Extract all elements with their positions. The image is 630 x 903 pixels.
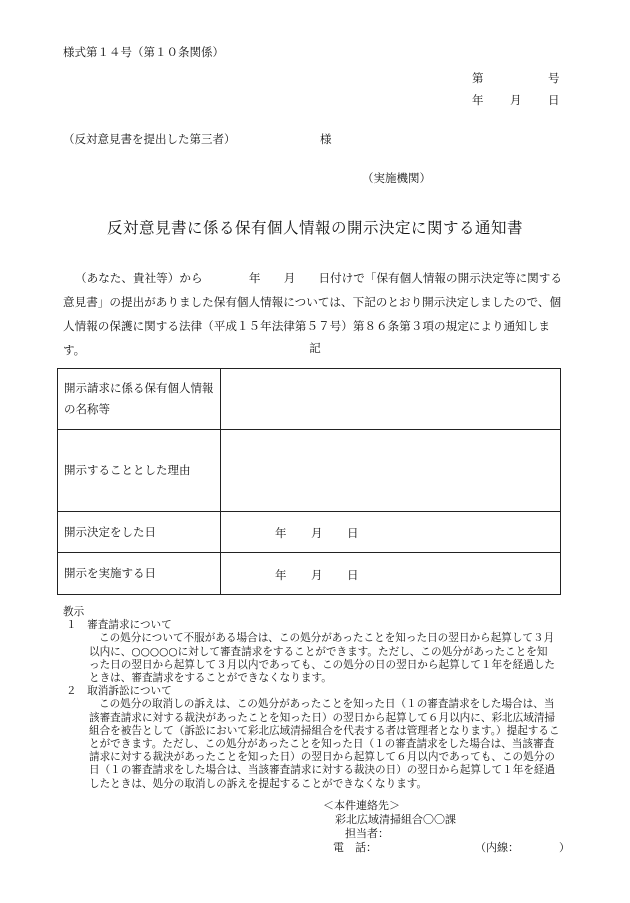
note-line: とができます。ただし、この処分があったことを知った日（１の審査請求をした場合は、当該審査: [89, 738, 555, 751]
day-label: 日: [347, 567, 359, 582]
contact-org: 彩北広域清掃組合〇〇課: [335, 813, 456, 826]
table-row: [58, 430, 561, 512]
contact-phone-row: [333, 841, 570, 855]
document-title: 反対意見書に係る保有個人情報の開示決定に関する通知書: [106, 219, 523, 237]
note-line: 該審査請求に対する裁決があったことを知った日）の翌日から起算して６月以内に、彩北広域清掃: [89, 711, 556, 724]
label-line: の名称等: [64, 402, 110, 416]
info-name-value[interactable]: [221, 369, 561, 430]
year-label: 年: [275, 526, 287, 540]
ki-heading: 記: [309, 341, 321, 355]
issuer: （実施機関）: [362, 171, 431, 185]
note-line: ときは、審査請求をすることができなくなります。: [89, 672, 332, 685]
month-label: 月: [311, 526, 323, 540]
contact-extension-close: ）: [559, 841, 570, 854]
note-line: この処分について不服がある場合は、この処分があったことを知った日の翌日から起算して３月: [99, 632, 555, 645]
day-label: 日: [347, 526, 359, 540]
date-month-label: 月: [510, 93, 522, 107]
note-line: この処分の取消しの訴えは、この処分があったことを知った日（１の審査請求をした場合は、当: [99, 698, 555, 711]
implementation-date-value[interactable]: [221, 553, 561, 595]
reason-value[interactable]: [221, 430, 561, 512]
date-day-label: 日: [548, 93, 560, 107]
contact-heading: ＜本件連絡先＞: [323, 799, 400, 812]
table-row: [58, 553, 561, 595]
label-line: 開示請求に係る保有個人情報: [64, 381, 214, 395]
item2-title: ２ 取消訴訟について: [66, 685, 172, 698]
note-line: 組合を被告として（訴訟において彩北広域清掃組合を代表する者は管理者となります。）提起するこ: [89, 724, 560, 737]
date-year-label: 年: [472, 93, 484, 107]
info-name-label: [58, 369, 221, 430]
contact-extension-open: （内線：: [475, 841, 519, 854]
month-label: 月: [311, 567, 323, 582]
doc-number-suffix: 号: [548, 71, 560, 85]
note-line: 請求に対する裁決があったことを知った日）の翌日から起算して６月以内であっても、この処分の: [89, 751, 555, 764]
table-row: [58, 369, 561, 430]
note-line: 日（１の審査請求をした場合は、当該審査請求に対する裁決の日）の翌日から起算して１年を経過: [89, 764, 556, 777]
reason-label: 開示することとした理由: [58, 430, 221, 512]
form-number: 様式第１４号（第１０条関係）: [63, 45, 224, 59]
contact-phone-label: 電 話：: [333, 841, 377, 854]
body-line: （あなた、貴社等）から 年 月 日付けで「保有個人情報の開示決定等に関する: [75, 271, 562, 285]
note-line: 以内に、○○○○○に対して審査請求をすることができます。ただし、この処分があったことを知: [89, 645, 548, 658]
implementation-date-label: 開示を実施する日: [58, 553, 221, 595]
year-label: 年: [275, 567, 287, 582]
note-line: った日の翌日から起算して３月以内であっても、この処分の日の翌日から起算して１年を経過した: [89, 658, 556, 671]
disclosure-table: [57, 368, 561, 595]
recipient-honorific: 様: [320, 132, 332, 146]
body-line: 意見書」の提出がありました保有個人情報については、下記のとおり開示決定しましたので、個: [63, 295, 562, 309]
instructions-section: [63, 606, 573, 791]
contact-section: [323, 799, 570, 855]
item1-title: １ 審査請求について: [66, 619, 172, 632]
contact-person-label: 担当者：: [345, 827, 389, 840]
recipient: （反対意見書を提出した第三者）: [63, 132, 236, 146]
body-line: 人情報の保護に関する法律（平成１５年法律第５７号）第８６条第３項の規定により通知します。: [63, 319, 550, 357]
doc-number-prefix: 第: [472, 71, 484, 85]
table-row: [58, 512, 561, 553]
decision-date-value[interactable]: [221, 512, 561, 553]
instructions-heading: 教示: [63, 606, 85, 618]
decision-date-label: 開示決定をした日: [58, 512, 221, 553]
note-line: したときは、処分の取消しの訴えを提起することができなくなります。: [89, 777, 428, 790]
